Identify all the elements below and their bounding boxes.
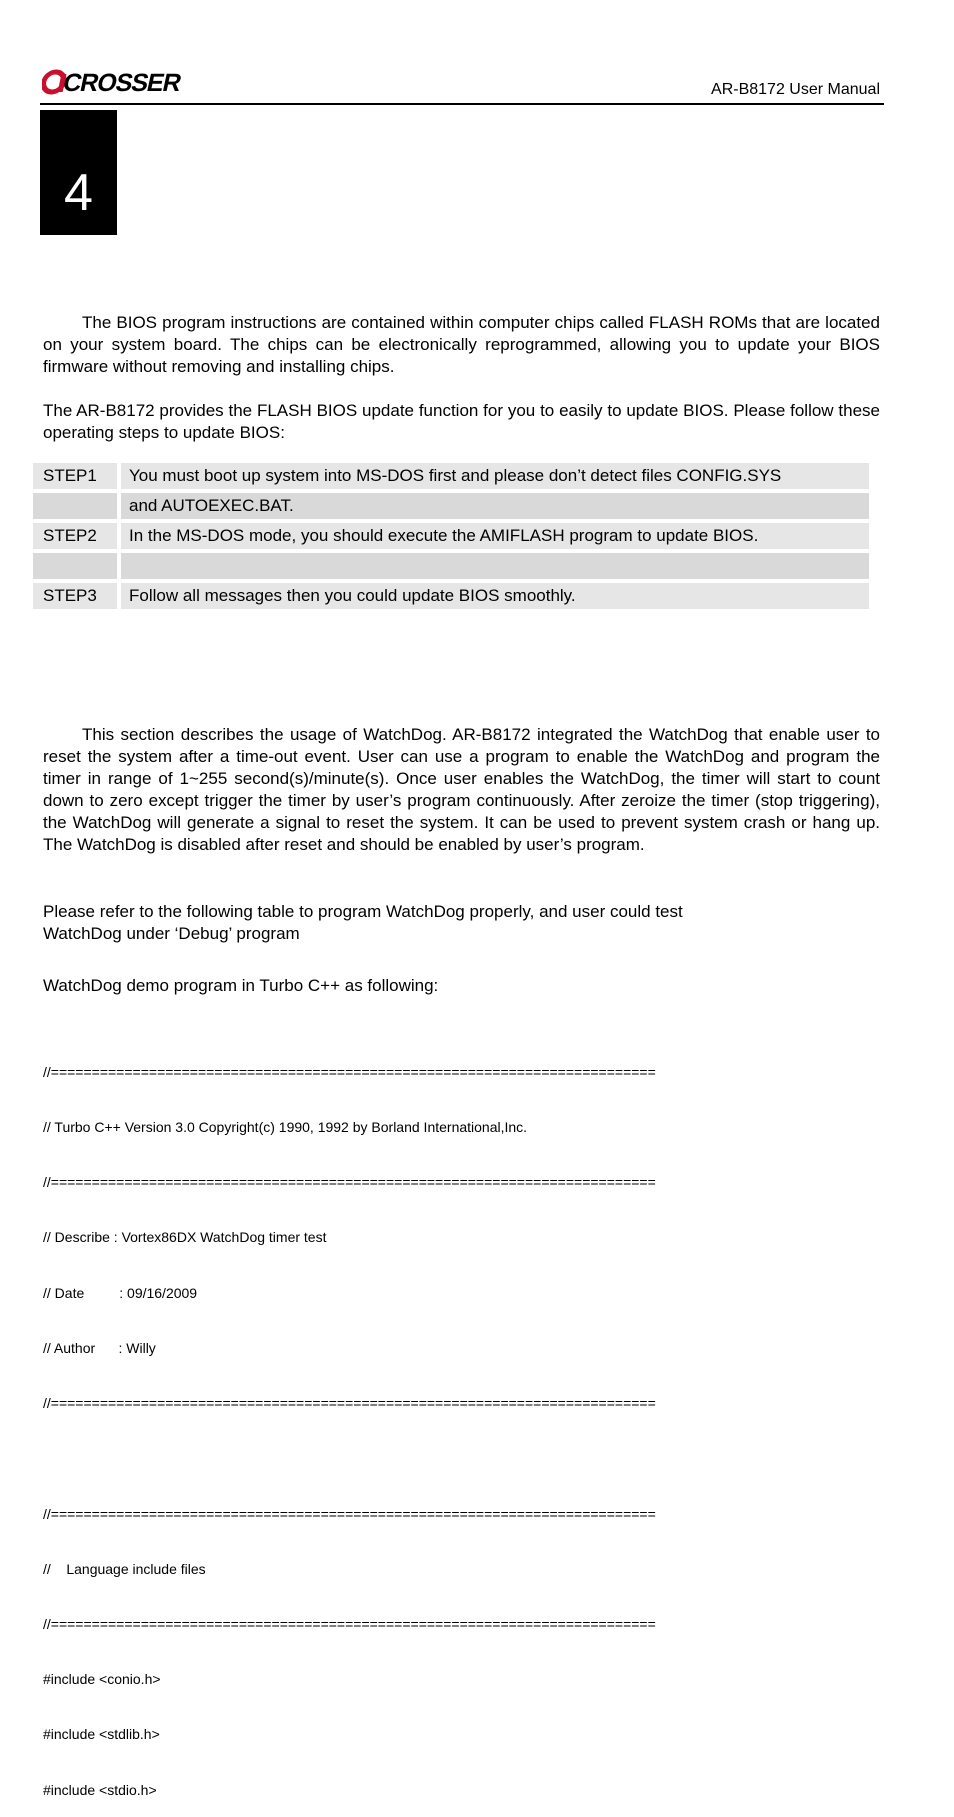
watchdog-refer-line-2: WatchDog under ‘Debug’ program bbox=[43, 924, 300, 943]
code-line: #include <stdio.h> bbox=[43, 1781, 157, 1798]
chapter-number-badge bbox=[40, 110, 117, 235]
code-line: // Author : Willy bbox=[43, 1339, 156, 1356]
code-line: //========================================================================== bbox=[43, 1395, 656, 1412]
step-label bbox=[33, 493, 117, 519]
code-line: //========================================================================== bbox=[43, 1174, 656, 1191]
code-line: #include <conio.h> bbox=[43, 1671, 161, 1688]
code-line: // Date : 09/16/2009 bbox=[43, 1284, 198, 1301]
bios-intro-paragraph: The BIOS program instructions are contained within computer chips called FLASH ROMs that are located on your system board. The chips can be electronically reprogrammed, allowing you to update your BIOS firmware without removing and installing chips. bbox=[43, 313, 880, 376]
step-row bbox=[33, 463, 869, 489]
code-line: //========================================================================== bbox=[43, 1616, 656, 1632]
step-text bbox=[121, 553, 869, 579]
step-text: In the MS-DOS mode, you should execute the AMIFLASH program to update BIOS. bbox=[121, 523, 869, 549]
code-line: //========================================================================== bbox=[43, 1505, 656, 1522]
step-text: Follow all messages then you could update BIOS smoothly. bbox=[121, 583, 869, 609]
step-label: STEP2 bbox=[33, 523, 117, 549]
step-text: You must boot up system into MS-DOS first and please don’t detect files CONFIG.SYS bbox=[121, 463, 869, 489]
watchdog-code-listing bbox=[43, 1026, 656, 1817]
chapter-number: 4 bbox=[64, 164, 93, 222]
step-row bbox=[33, 523, 869, 549]
watchdog-refer-paragraph bbox=[43, 901, 880, 945]
acrosser-logo bbox=[42, 62, 202, 98]
logo-wordmark: CROSSER bbox=[60, 69, 184, 97]
step-text: and AUTOEXEC.BAT. bbox=[121, 493, 869, 519]
step-label bbox=[33, 553, 117, 579]
watchdog-description-paragraph: This section describes the usage of WatchDog. AR-B8172 integrated the WatchDog that enable user to reset the system after a time-out event. User can use a program to enable the WatchDog and program the timer in range of 1~255 second(s)/minute(s). Once user enables the WatchDog, the timer will start to count down to zero except trigger the timer by user’s program continuously. After zeroize the timer (stop triggering), the WatchDog will generate a signal to reset the system. It can be used to prevent system crash or hang up. The WatchDog is disabled after reset and should be enabled by user’s program. bbox=[43, 725, 880, 854]
watchdog-demo-intro: WatchDog demo program in Turbo C++ as following: bbox=[43, 976, 439, 995]
code-line: // Language include files bbox=[43, 1560, 206, 1577]
code-line: // Describe : Vortex86DX WatchDog timer test bbox=[43, 1229, 327, 1246]
code-line: //========================================================================== bbox=[43, 1063, 656, 1080]
step-row bbox=[33, 583, 869, 609]
code-line: #include <stdlib.h> bbox=[43, 1726, 160, 1743]
code-line: // Turbo C++ Version 3.0 Copyright(c) 1990, 1992 by Borland International,Inc. bbox=[43, 1119, 528, 1136]
code-line bbox=[43, 1449, 656, 1467]
step-label: STEP3 bbox=[33, 583, 117, 609]
bios-update-paragraph: The AR-B8172 provides the FLASH BIOS update function for you to easily to update BIOS. Please follow these operating steps to update BIOS: bbox=[43, 401, 880, 442]
step-label: STEP1 bbox=[33, 463, 117, 489]
bios-steps-table bbox=[33, 463, 869, 613]
watchdog-refer-line-1: Please refer to the following table to program WatchDog properly, and user could test bbox=[43, 902, 683, 921]
step-row bbox=[33, 493, 869, 519]
manual-title: AR-B8172 User Manual bbox=[711, 81, 880, 98]
step-row bbox=[33, 553, 869, 579]
header-divider bbox=[40, 103, 884, 105]
